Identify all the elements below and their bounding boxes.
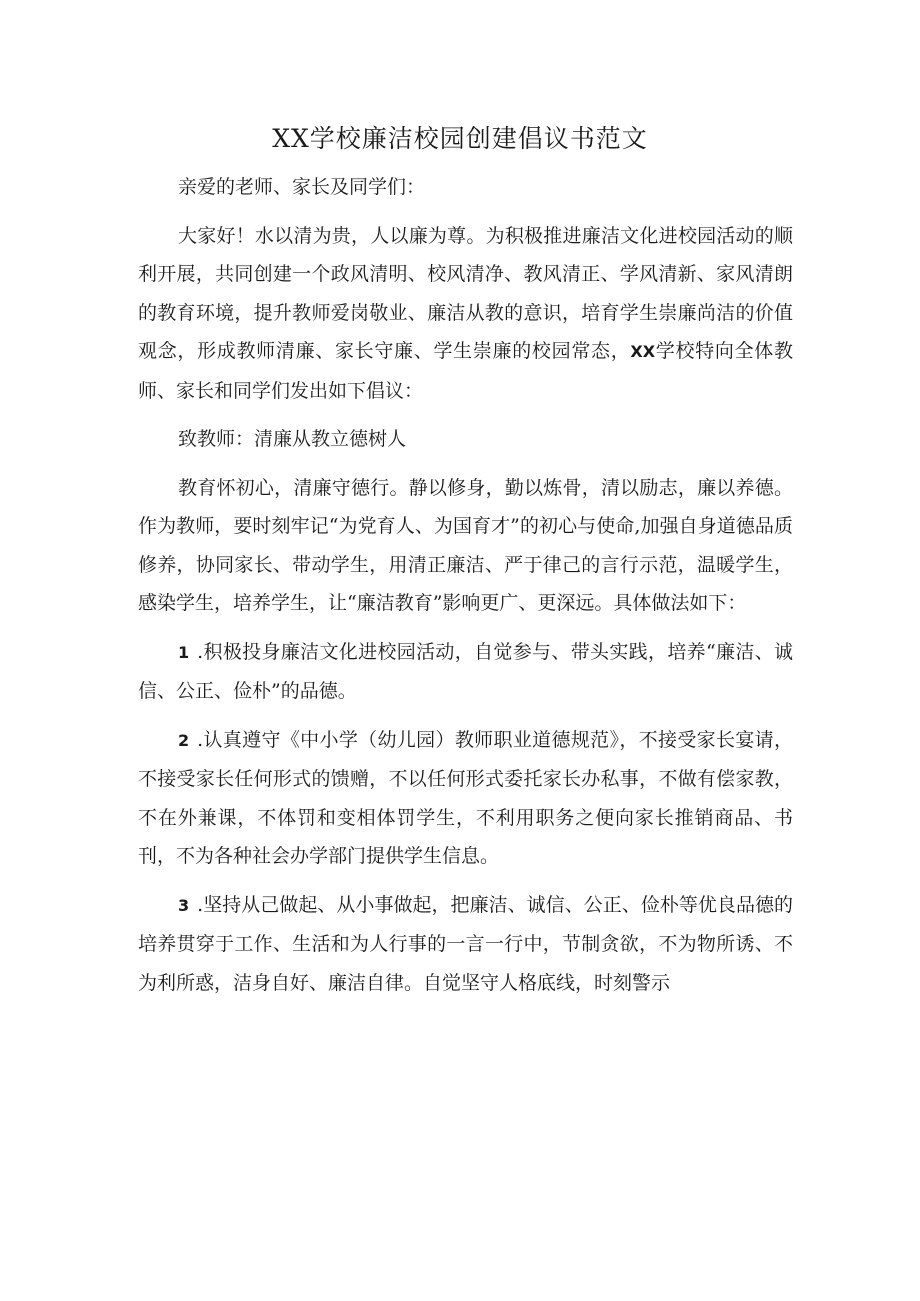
list-item-text: .积极投身廉洁文化进校园活动，自觉参与、带头实践，培养“廉洁、诚信、公正、俭朴”的品德。 bbox=[138, 640, 793, 702]
intro-paragraph bbox=[138, 217, 793, 411]
list-item-1 bbox=[138, 633, 793, 711]
list-item-number: 3 bbox=[178, 895, 190, 915]
list-item-number: 1 bbox=[178, 642, 190, 662]
section-paragraph: 教育怀初心，清廉守德行。静以修身，勤以炼骨，清以励志，廉以养德。作为教师，要时刻牢记“为党育人、为国育才”的初心与使命,加强自身道德品质修养，协同家长、带动学生，用清正廉洁、严于律己的言行示范，温暖学生，感染学生，培养学生，让“廉洁教育”影响更广、更深远。具体做法如下： bbox=[138, 476, 793, 614]
list-item-3 bbox=[138, 886, 793, 1003]
greeting: 亲爱的老师、家长及同学们： bbox=[178, 176, 426, 198]
intro-text-part2: 学校特向全体教师、家长和同学们发出如下倡议： bbox=[138, 340, 793, 402]
document-title: XX学校廉洁校园创建倡议书范文 bbox=[272, 124, 648, 153]
list-item-2 bbox=[138, 721, 793, 876]
document-body bbox=[138, 168, 793, 1002]
list-item-text: .认真遵守《中小学（幼儿园）教师职业道德规范》，不接受家长宴请，不接受家长任何形式的馈赠，不以任何形式委托家长办私事，不做有偿家教，不在外兼课，不体罚和变相体罚学生，不利用职务之便向家长推销商品、书刊，不为各种社会办学部门提供学生信息。 bbox=[138, 728, 793, 867]
intro-school-name: XX bbox=[630, 342, 656, 361]
section-heading: 致教师：清廉从教立德树人 bbox=[178, 428, 407, 450]
intro-text-part1: 大家好！水以清为贵，人以廉为尊。为积极推进廉洁文化进校园活动的顺利开展，共同创建一个政风清明、校风清净、教风清正、学风清新、家风清朗的教育环境，提升教师爱岗敬业、廉洁从教的意识，培育学生崇廉尚洁的价值观念，形成教师清廉、家长守廉、学生崇廉的校园常态， bbox=[138, 224, 793, 362]
list-item-number: 2 bbox=[178, 730, 190, 750]
list-item-text: .坚持从己做起、从小事做起，把廉洁、诚信、公正、俭朴等优良品德的培养贯穿于工作、生活和为人行事的一言一行中，节制贪欲，不为物所诱、不为利所惑，洁身自好、廉洁自律。自觉坚守人格底线，时刻警示 bbox=[138, 893, 793, 994]
